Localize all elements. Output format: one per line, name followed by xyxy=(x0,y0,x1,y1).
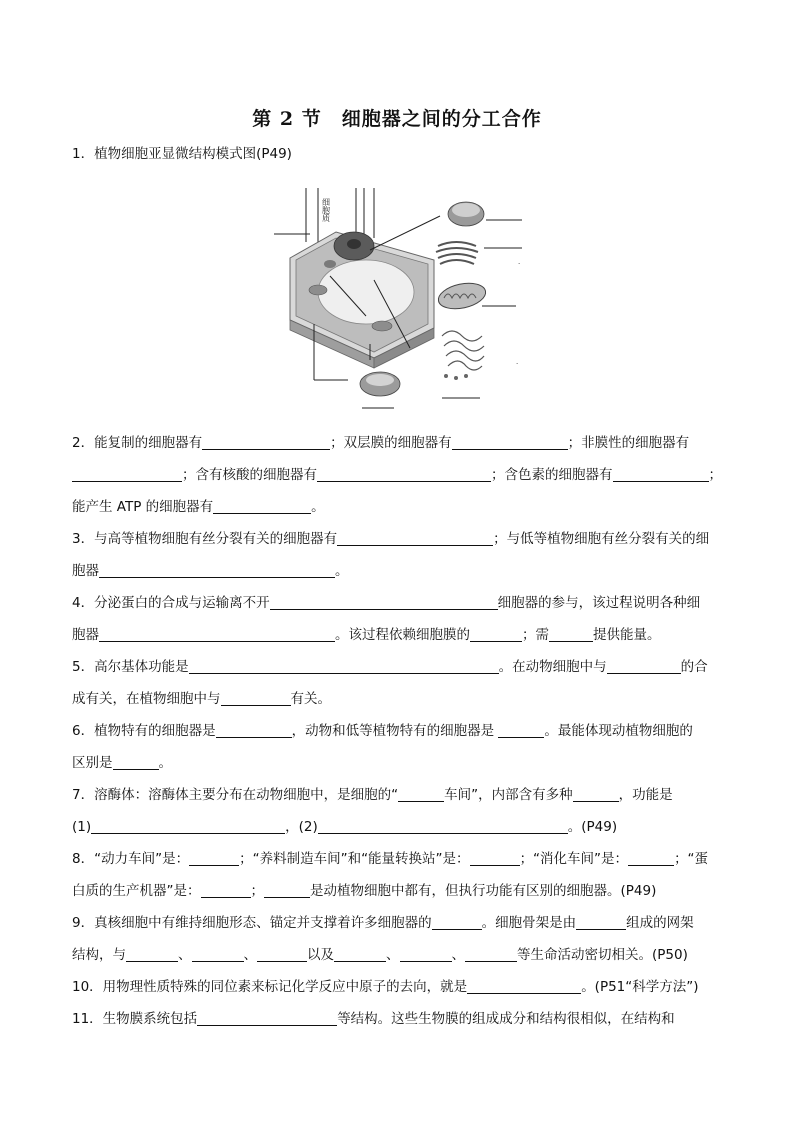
question-text: 车间”，内部含有多种 xyxy=(444,787,573,803)
question-text: 是动植物细胞中都有，但执行功能有区别的细胞器。(P49) xyxy=(310,883,657,899)
question-text: ； xyxy=(250,883,264,899)
plant-cell-diagram xyxy=(270,180,530,415)
answer-blank[interactable] xyxy=(126,947,178,962)
answer-blank[interactable] xyxy=(334,947,386,962)
question-text: 、 xyxy=(178,947,192,963)
question-text: 白质的生产机器”是： xyxy=(72,883,201,899)
question-text: 以及 xyxy=(307,947,334,963)
question-9 xyxy=(72,907,724,971)
answer-blank[interactable] xyxy=(470,627,522,642)
question-text: ；含色素的细胞器有 xyxy=(491,467,613,483)
answer-blank[interactable] xyxy=(576,915,626,930)
question-11 xyxy=(72,1003,724,1035)
question-text: 组成的网架 xyxy=(626,915,694,931)
question-text: 。细胞骨架是由 xyxy=(481,915,577,931)
question-8 xyxy=(72,843,724,907)
question-6 xyxy=(72,715,724,779)
answer-blank[interactable] xyxy=(189,851,239,866)
question-text: 、 xyxy=(386,947,400,963)
question-text: 等结构。这些生物膜的组成成分和结构很相似，在结构和 xyxy=(337,1011,675,1027)
question-text: ；含有核酸的细胞器有 xyxy=(182,467,317,483)
answer-blank[interactable] xyxy=(613,467,709,482)
question-text: 胞器 xyxy=(72,563,99,579)
svg-text:.: . xyxy=(516,358,519,366)
question-text: 2．能复制的细胞器有 xyxy=(72,435,203,451)
question-text: 。在动物细胞中与 xyxy=(498,659,607,675)
question-text: 、 xyxy=(243,947,257,963)
answer-blank[interactable] xyxy=(99,627,335,642)
answer-blank[interactable] xyxy=(317,467,491,482)
question-text: 1．植物细胞亚显微结构模式图(P49) xyxy=(72,146,292,162)
question-text: 4．分泌蛋白的合成与运输离不开 xyxy=(72,595,270,611)
question-3 xyxy=(72,523,724,587)
answer-blank[interactable] xyxy=(607,659,681,674)
answer-blank[interactable] xyxy=(197,1011,337,1026)
question-text: 、 xyxy=(451,947,465,963)
question-2 xyxy=(72,427,724,523)
answer-blank[interactable] xyxy=(398,787,444,802)
question-text: 11．生物膜系统包括 xyxy=(72,1011,198,1027)
answer-blank[interactable] xyxy=(470,851,520,866)
question-4 xyxy=(72,587,724,651)
question-text: ，功能是 xyxy=(618,787,673,803)
question-text: 。 xyxy=(158,755,172,771)
answer-blank[interactable] xyxy=(465,947,517,962)
answer-blank[interactable] xyxy=(213,499,311,514)
question-text: 。最能体现动植物细胞的 xyxy=(544,723,693,739)
question-text: 胞器 xyxy=(72,627,99,643)
question-text: 提供能量。 xyxy=(593,627,661,643)
question-text: 能产生 ATP 的细胞器有 xyxy=(72,499,214,515)
question-text: 结构，与 xyxy=(72,947,126,963)
answer-blank[interactable] xyxy=(257,947,307,962)
answer-blank[interactable] xyxy=(201,883,251,898)
question-text: 。 xyxy=(335,563,349,579)
answer-blank[interactable] xyxy=(216,723,292,738)
answer-blank[interactable] xyxy=(91,819,285,834)
question-text: 5．高尔基体功能是 xyxy=(72,659,189,675)
question-text: 。该过程依赖细胞膜的 xyxy=(335,627,470,643)
question-text: 区别是 xyxy=(72,755,113,771)
answer-blank[interactable] xyxy=(318,819,568,834)
answer-blank[interactable] xyxy=(202,435,330,450)
question-text: 7．溶酶体：溶酶体主要分布在动物细胞中，是细胞的“ xyxy=(72,787,399,803)
question-text: 成有关，在植物细胞中与 xyxy=(72,691,221,707)
answer-blank[interactable] xyxy=(189,659,499,674)
svg-text:.: . xyxy=(518,258,521,266)
question-text: ；“养料制造车间”和“能量转换站”是： xyxy=(239,851,470,867)
question-text: ；双层膜的细胞器有 xyxy=(330,435,452,451)
cytoplasm-label: 细胞质 xyxy=(321,198,331,222)
question-text: 等生命活动密切相关。(P50) xyxy=(517,947,688,963)
question-text: ；非膜性的细胞器有 xyxy=(567,435,690,451)
question-text: ，动物和低等植物特有的细胞器是 xyxy=(291,723,499,739)
question-text: 6．植物特有的细胞器是 xyxy=(72,723,216,739)
question-text: ；“消化车间”是： xyxy=(519,851,629,867)
answer-blank[interactable] xyxy=(113,755,159,770)
answer-blank[interactable] xyxy=(549,627,593,642)
question-text: 9．真核细胞中有维持细胞形态、锚定并支撑着许多细胞器的 xyxy=(72,915,432,931)
answer-blank[interactable] xyxy=(337,531,493,546)
answer-blank[interactable] xyxy=(432,915,482,930)
answer-blank[interactable] xyxy=(270,595,498,610)
answer-blank[interactable] xyxy=(221,691,291,706)
answer-blank[interactable] xyxy=(498,723,544,738)
answer-blank[interactable] xyxy=(264,883,310,898)
question-text: 。(P49) xyxy=(567,819,618,835)
question-text: 10．用物理性质特殊的同位素来标记化学反应中原子的去向，就是 xyxy=(72,979,468,995)
answer-blank[interactable] xyxy=(628,851,674,866)
question-text: 3．与高等植物细胞有丝分裂有关的细胞器有 xyxy=(72,531,338,547)
question-text: ，(2) xyxy=(285,819,318,835)
answer-blank[interactable] xyxy=(467,979,581,994)
page-title: 第 2 节 细胞器之间的分工合作 xyxy=(252,108,542,130)
question-7 xyxy=(72,779,724,843)
question-text: ；“蛋 xyxy=(674,851,709,867)
question-text: 。(P51“科学方法”) xyxy=(581,979,699,995)
answer-blank[interactable] xyxy=(99,563,335,578)
question-10 xyxy=(72,971,724,1003)
answer-blank[interactable] xyxy=(452,435,568,450)
question-5 xyxy=(72,651,724,715)
question-text: 细胞器的参与，该过程说明各种细 xyxy=(497,595,701,611)
question-text: 。 xyxy=(311,499,325,515)
question-text: ；与低等植物细胞有丝分裂有关的细 xyxy=(493,531,710,547)
answer-blank[interactable] xyxy=(573,787,619,802)
answer-blank[interactable] xyxy=(400,947,452,962)
question-text: (1) xyxy=(72,819,92,835)
question-text: ；需 xyxy=(522,627,549,643)
answer-blank[interactable] xyxy=(192,947,244,962)
question-text: ； xyxy=(708,467,722,483)
question-1 xyxy=(72,142,724,166)
answer-blank[interactable] xyxy=(72,467,182,482)
question-text: 8．“动力车间”是： xyxy=(72,851,190,867)
question-text: 的合 xyxy=(680,659,708,675)
question-text: 有关。 xyxy=(290,691,331,707)
